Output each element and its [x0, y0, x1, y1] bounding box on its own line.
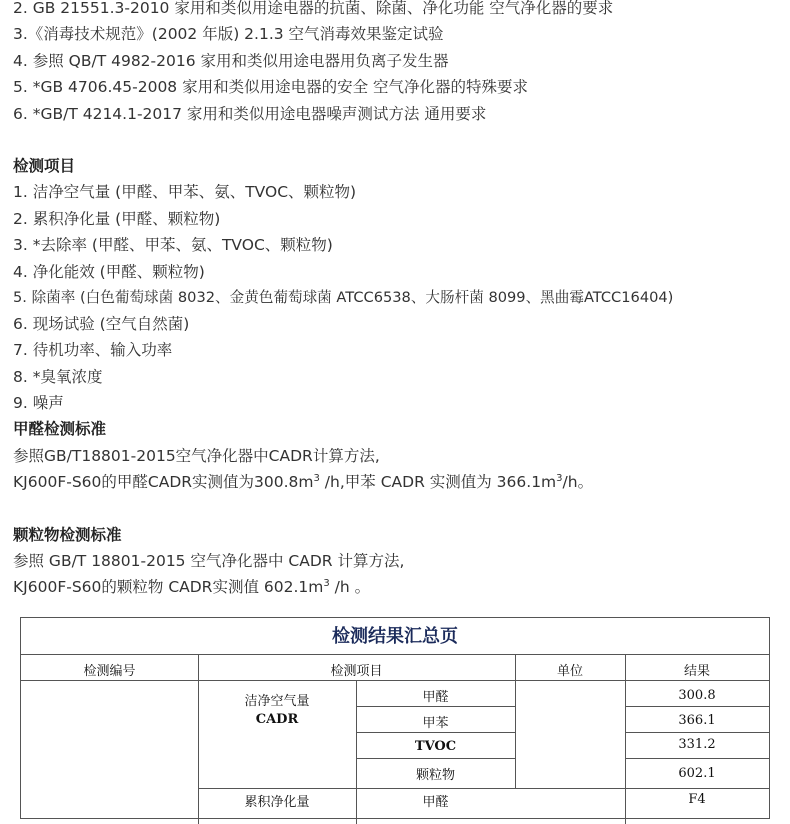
test-item-8: 8. *臭氧浓度: [13, 368, 103, 386]
table-rule: [625, 706, 769, 707]
test-item-1: 1. 洁净空气量 (甲醛、甲苯、氨、TVOC、颗粒物): [13, 183, 357, 201]
standard-item-3: 3.《消毒技术规范》(2002 年版) 2.1.3 空气消毒效果鉴定试验: [13, 25, 444, 43]
row-result: 602.1: [678, 766, 716, 781]
test-item-6: 6. 现场试验 (空气自然菌): [13, 315, 190, 333]
standard-item-4: 4. 参照 QB/T 4982-2016 家用和类似用途电器用负离子发生器: [13, 52, 449, 70]
formaldehyde-result-text: KJ600F-S60的甲醛CADR实测值为300.8m: [13, 473, 314, 491]
row-item-formaldehyde: 甲醛: [422, 690, 449, 705]
row-result: 366.1: [678, 713, 716, 728]
table-rule: [356, 758, 515, 759]
table-rule: [198, 788, 769, 789]
table-rule: [21, 654, 769, 655]
formaldehyde-result: [13, 472, 593, 492]
superscript-3: 3: [323, 578, 330, 589]
test-item-2: 2. 累积净化量 (甲醛、颗粒物): [13, 210, 221, 228]
row-item-formaldehyde: 甲醛: [422, 795, 449, 810]
group-cadr-sublabel: CADR: [255, 712, 299, 727]
table-rule: [625, 732, 769, 733]
row-result: 331.2: [678, 737, 716, 752]
test-item-4: 4. 净化能效 (甲醛、颗粒物): [13, 263, 205, 281]
test-item-7: 7. 待机功率、输入功率: [13, 341, 173, 359]
table-rule: [356, 732, 515, 733]
table-rule: [21, 680, 769, 681]
standard-item-5: 5. *GB 4706.45-2008 家用和类似用途电器的安全 空气净化器的特殊要求: [13, 78, 529, 96]
formaldehyde-heading: 甲醛检测标准: [13, 420, 107, 438]
header-unit: 单位: [556, 664, 583, 679]
particles-result: [13, 577, 370, 597]
unit-suffix: /h 。: [329, 578, 371, 596]
toluene-result-text: /h,甲苯 CADR 实测值为 366.1m: [319, 473, 557, 491]
test-item-5: 5. 除菌率 (白色葡萄球菌 8032、金黄色葡萄球菌 ATCC6538、大肠杆菌 8099、黑曲霉ATCC16404): [13, 289, 674, 306]
header-test-item: 检测项目: [330, 664, 383, 679]
row-item-tvoc: TVOC: [414, 739, 457, 754]
standard-item-6: 6. *GB/T 4214.1-2017 家用和类似用途电器噪声测试方法 通用要求: [13, 105, 487, 123]
row-item-particles: 颗粒物: [415, 768, 455, 783]
superscript-3: 3: [556, 473, 563, 484]
table-rule: [625, 758, 769, 759]
header-result: 结果: [683, 664, 710, 679]
unit-suffix: /h。: [562, 473, 594, 491]
row-result: 300.8: [678, 688, 716, 703]
items-heading: 检测项目: [13, 157, 76, 175]
particles-method: 参照 GB/T 18801-2015 空气净化器中 CADR 计算方法,: [13, 552, 405, 570]
particles-result-text: KJ600F-S60的颗粒物 CADR实测值 602.1m: [13, 578, 324, 596]
group-cumulative-label: 累积净化量: [244, 795, 310, 810]
row-item-toluene: 甲苯: [422, 716, 449, 731]
test-item-3: 3. *去除率 (甲醛、甲苯、氨、TVOC、颗粒物): [13, 236, 333, 254]
standard-item-2: 2. GB 21551.3-2010 家用和类似用途电器的抗菌、除菌、净化功能 空气净化器的要求: [13, 0, 614, 17]
superscript-3: 3: [313, 473, 320, 484]
test-item-9: 9. 噪声: [13, 394, 64, 412]
formaldehyde-method: 参照GB/T18801-2015空气净化器中CADR计算方法,: [13, 447, 380, 465]
group-cadr-label: 洁净空气量: [244, 694, 310, 709]
results-summary-table: [20, 617, 770, 819]
header-test-no: 检测编号: [83, 664, 136, 679]
particles-heading: 颗粒物检测标准: [13, 526, 122, 544]
row-result: F4: [688, 792, 706, 807]
table-rule: [356, 706, 515, 707]
table-title: 检测结果汇总页: [332, 626, 458, 647]
